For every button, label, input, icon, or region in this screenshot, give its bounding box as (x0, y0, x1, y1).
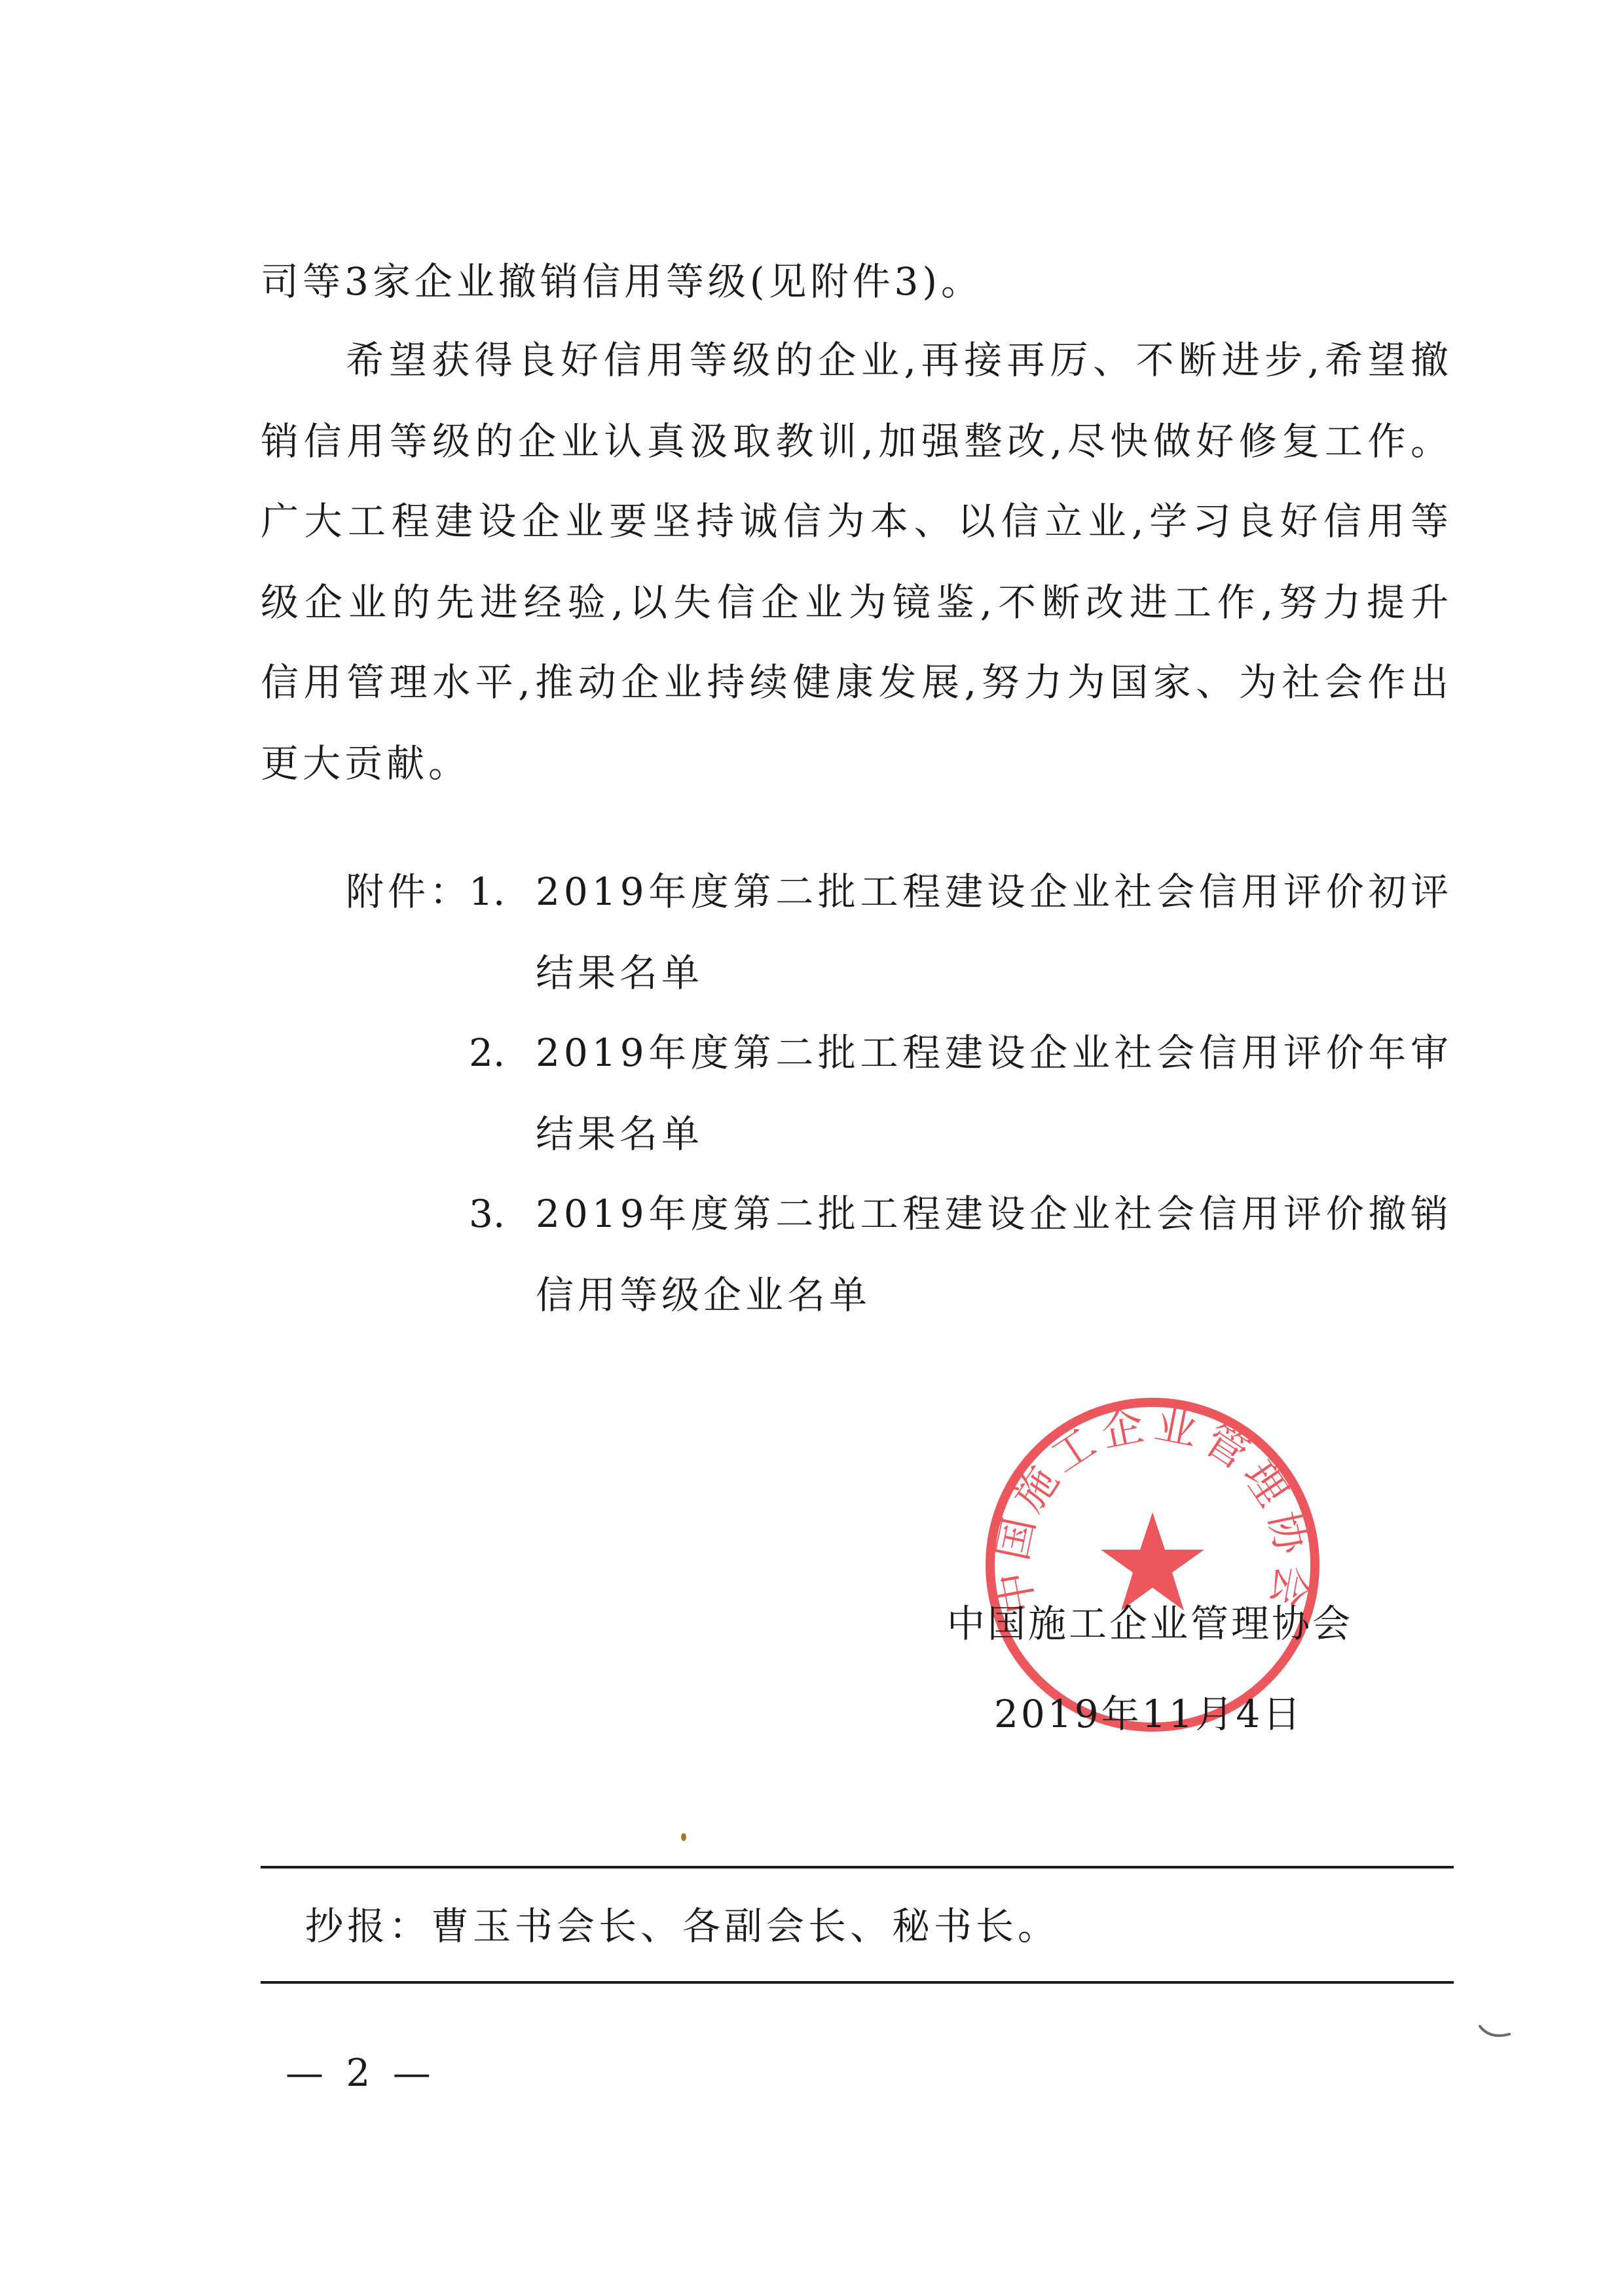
body-line-5: 级企业的先进经验,以失信企业为镜鉴,不断改进工作,努力提升 (261, 580, 1452, 625)
body-line-6: 信用管理水平,推动企业持续健康发展,努力为国家、为社会作出 (261, 660, 1452, 704)
staple-mark (1477, 2020, 1516, 2046)
attachment-3-number: 3. (469, 1192, 506, 1236)
body-line-4: 广大工程建设企业要坚持诚信为本、以信立业,学习良好信用等 (261, 499, 1452, 543)
attachment-2-line2: 结果名单 (536, 1112, 704, 1156)
seal-star-icon (1101, 1512, 1204, 1611)
attachment-2-number: 2. (469, 1030, 506, 1075)
cc-bottom-rule (261, 1981, 1454, 1984)
attachment-1-number: 1. (469, 869, 506, 914)
body-line-2: 希望获得良好信用等级的企业,再接再厉、不断进步,希望撤 (346, 338, 1452, 382)
body-line-3: 销信用等级的企业认真汲取教训,加强整改,尽快做好修复工作。 (261, 419, 1452, 464)
svg-text:中国施工企业管理协会: 中国施工企业管理协会 (988, 1400, 1317, 1618)
cc-recipients: 抄报：曹玉书会长、各副会长、秘书长。 (305, 1904, 1060, 1948)
signature-organization: 中国施工企业管理协会 (947, 1601, 1354, 1646)
cc-top-rule (261, 1866, 1454, 1868)
attachment-3-line1: 2019年度第二批工程建设企业社会信用评价撤销 (536, 1192, 1452, 1236)
attachment-1-line1: 2019年度第二批工程建设企业社会信用评价初评 (536, 869, 1452, 914)
attachment-1-line2: 结果名单 (536, 951, 704, 995)
paper-speck (681, 1833, 686, 1841)
signature-date: 2019年11月4日 (994, 1692, 1304, 1736)
body-line-1: 司等3家企业撤销信用等级(见附件3)。 (261, 259, 984, 304)
attachment-3-line2: 信用等级企业名单 (536, 1273, 872, 1317)
attachments-label: 附件： (346, 869, 472, 914)
attachment-2-line1: 2019年度第二批工程建设企业社会信用评价年审 (536, 1030, 1452, 1075)
body-line-7: 更大贡献。 (261, 741, 471, 786)
page-number: — 2 — (286, 2050, 436, 2095)
